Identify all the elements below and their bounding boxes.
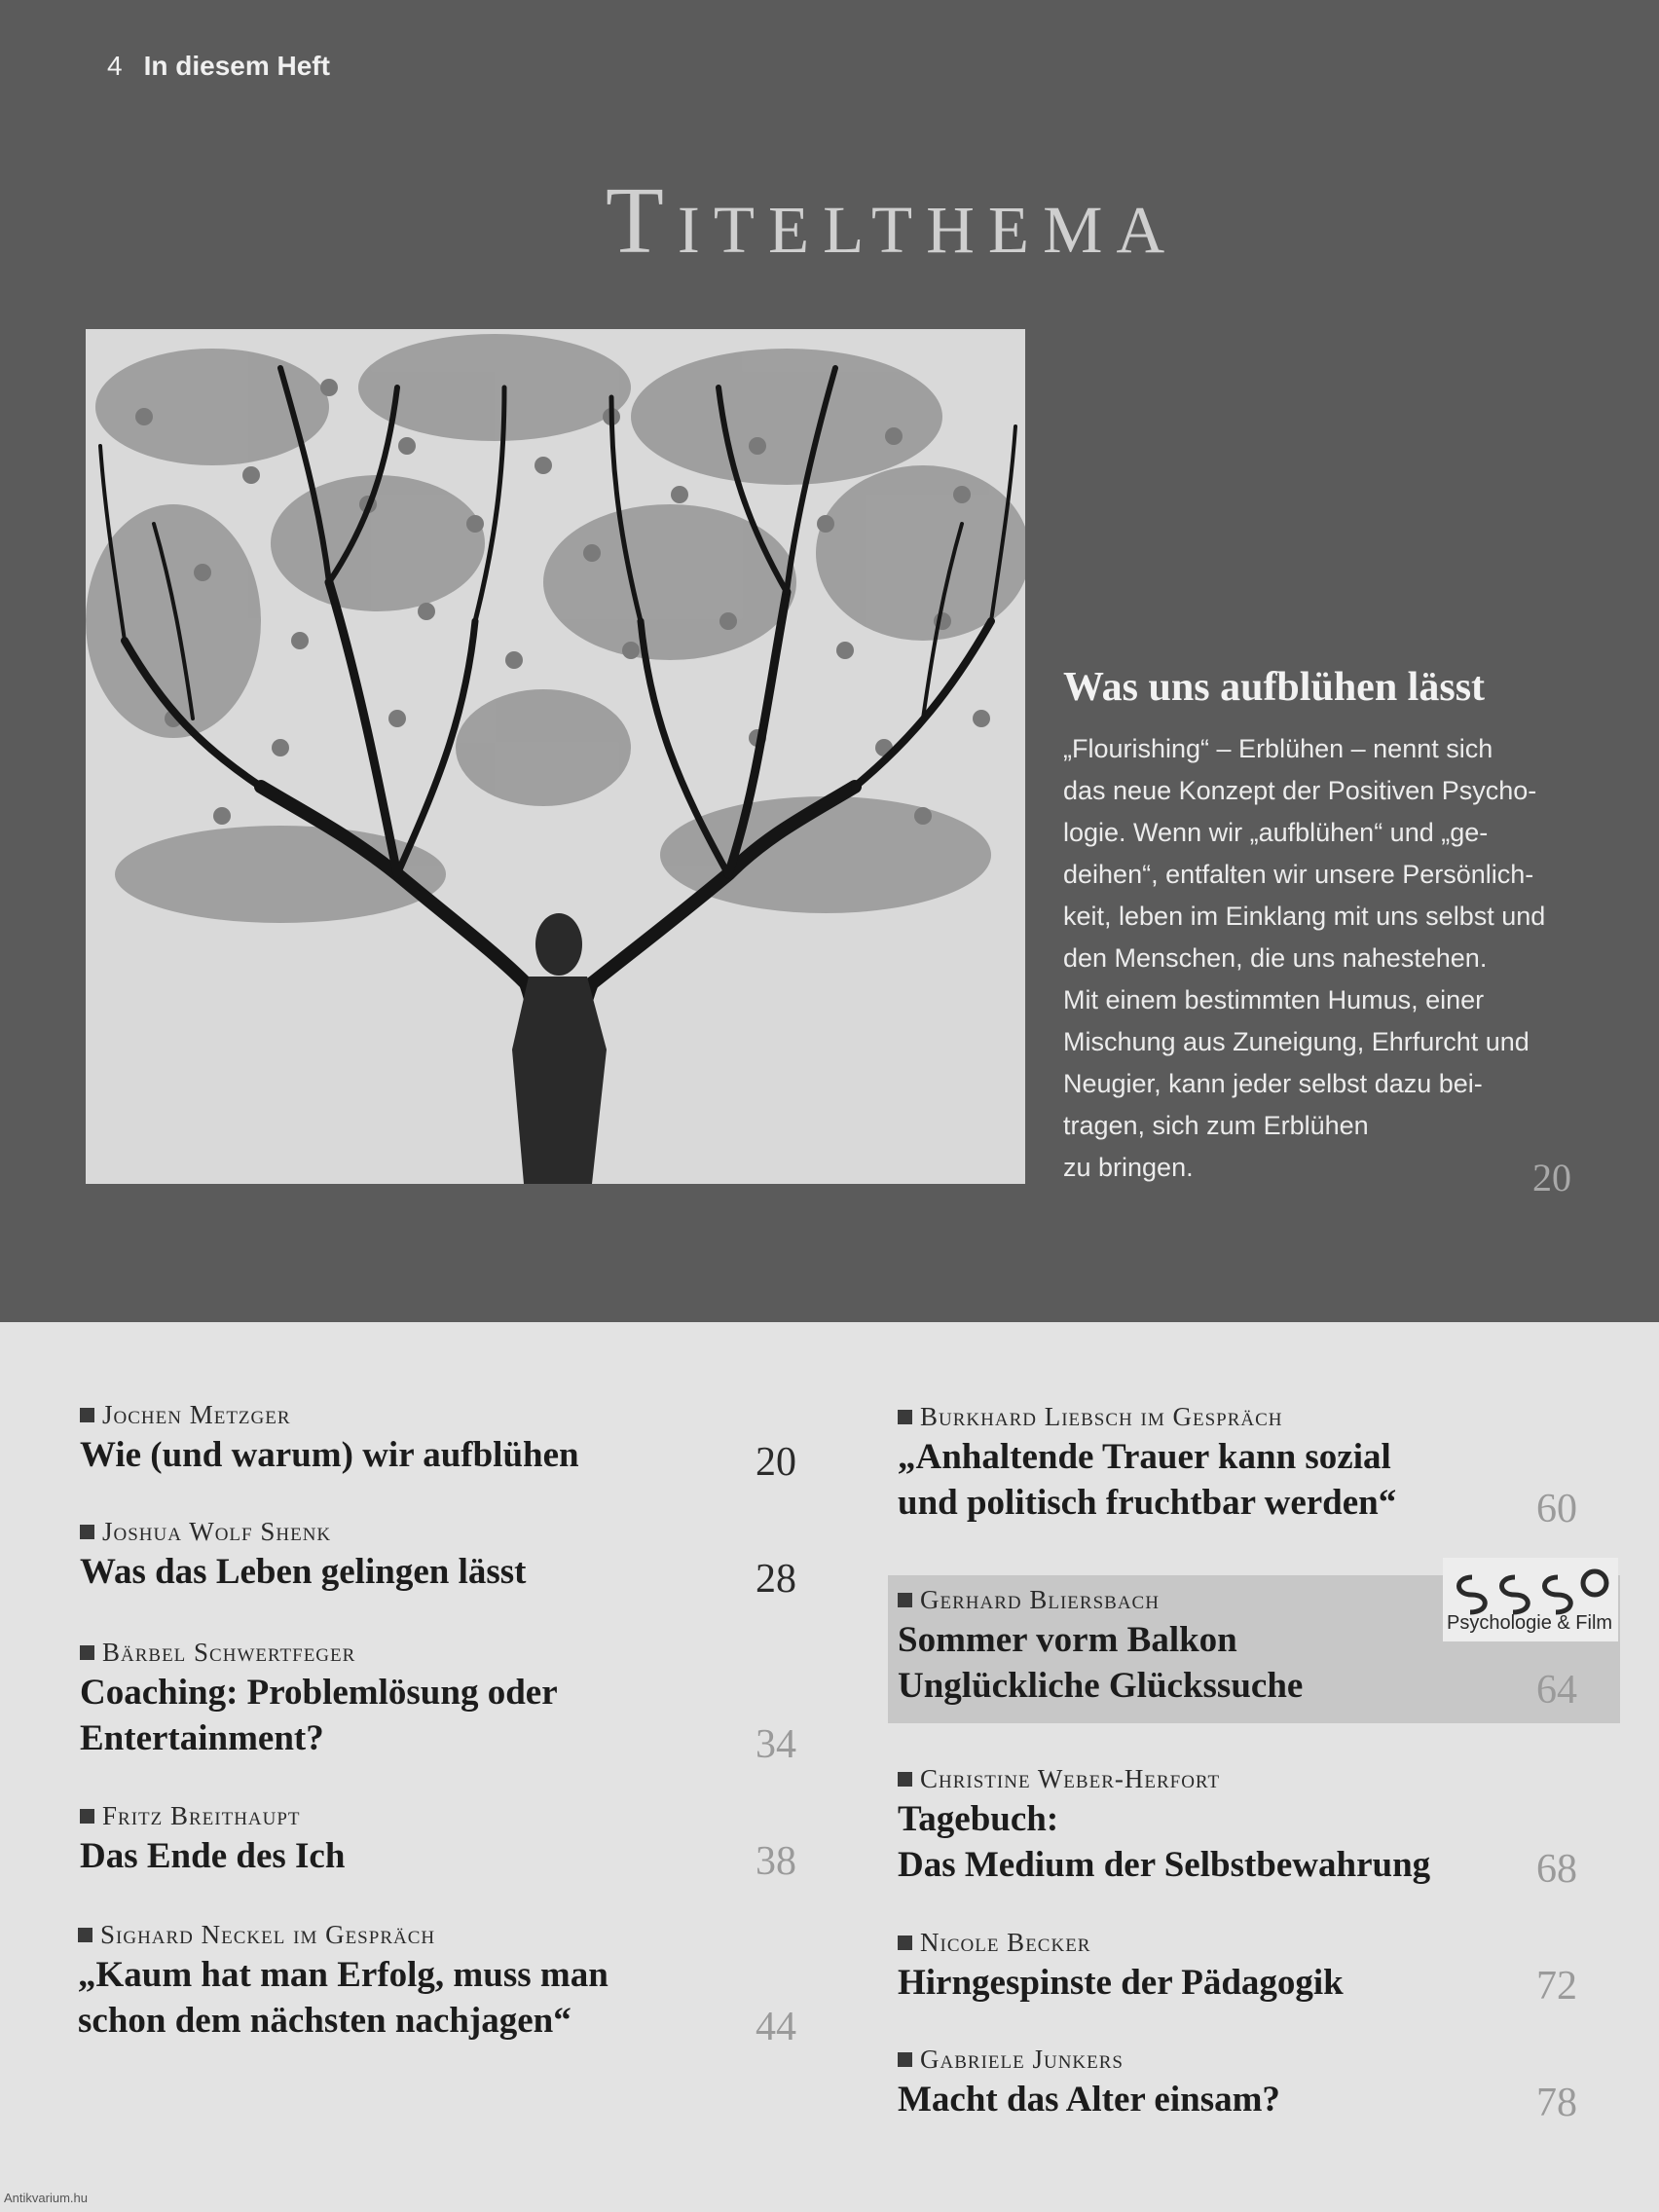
toc-entry[interactable]: [80, 1801, 761, 1879]
entry-author: Nicole Becker: [898, 1928, 1482, 1958]
toc-entry[interactable]: [898, 1585, 1482, 1709]
entry-page-number: 68: [1536, 1847, 1577, 1892]
entry-author: Gerhard Bliersbach: [898, 1585, 1482, 1615]
entry-title: Macht das Alter einsam?: [898, 2080, 1280, 2120]
toc-entry[interactable]: [78, 1920, 759, 2044]
bullet-square-icon: [78, 1928, 92, 1942]
page-number: 4: [107, 51, 123, 81]
toc-entry[interactable]: [898, 1928, 1482, 2006]
bullet-square-icon: [898, 1772, 912, 1787]
entry-title: Hirngespinste der Pädagogik: [898, 1963, 1344, 2003]
entry-page-number: 28: [756, 1557, 796, 1602]
entry-page-number: 38: [756, 1839, 796, 1884]
toc-entry[interactable]: [898, 1402, 1482, 1526]
entry-author: Joshua Wolf Shenk: [80, 1517, 761, 1547]
film-badge-label: Psychologie & Film: [1447, 1612, 1613, 1634]
tree-illustration: [86, 329, 1025, 1184]
entry-title: Tagebuch: Das Medium der Selbstbewahrung: [898, 1799, 1431, 1885]
entry-page-number: 64: [1536, 1668, 1577, 1713]
entry-author: Fritz Breithaupt: [80, 1801, 761, 1831]
toc-entry[interactable]: [80, 1400, 761, 1478]
entry-title: „Kaum hat man Erfolg, muss man schon dem nächsten nachjagen“: [78, 1955, 608, 2041]
bullet-square-icon: [80, 1809, 94, 1824]
toc-entry[interactable]: [898, 1764, 1521, 1888]
entry-author: Sighard Neckel im Gespräch: [78, 1920, 759, 1950]
entry-author: Jochen Metzger: [80, 1400, 761, 1430]
feature-page-number: 20: [1532, 1156, 1571, 1199]
entry-author: Gabriele Junkers: [898, 2045, 1482, 2075]
bullet-square-icon: [898, 1936, 912, 1950]
bullet-square-icon: [80, 1645, 94, 1660]
toc-entry[interactable]: [80, 1638, 761, 1761]
titelthema-heading: Titelthema: [606, 168, 1179, 274]
bullet-square-icon: [80, 1408, 94, 1422]
bullet-square-icon: [898, 1593, 912, 1607]
toc-entry[interactable]: [898, 2045, 1482, 2122]
feature-description: „Flourishing“ – Erblühen – nennt sich das neue Konzept der Positiven Psycho- logie. Wenn wir „aufblühen“ und „ge- deihen“, entfalten wir unsere Persönlich- keit, leben im Einklang mit uns selbst und den Menschen, die uns nahestehen. Mit einem bestimmten Humus, einer Mischung aus Zuneigung, Ehrfurcht und Neugier, kann jeder selbst dazu bei- tragen, sich zum Erblühen zu bringen.: [1063, 734, 1546, 1182]
bullet-square-icon: [80, 1525, 94, 1539]
entry-page-number: 20: [756, 1440, 796, 1485]
entry-title: Was das Leben gelingen lässt: [80, 1552, 527, 1592]
entry-page-number: 34: [756, 1722, 796, 1767]
entry-author: Christine Weber-Herfort: [898, 1764, 1521, 1794]
entry-title: „Anhaltende Trauer kann sozial und politisch fruchtbar werden“: [898, 1437, 1397, 1523]
feature-title: Was uns aufblühen lässt: [1063, 665, 1486, 710]
entry-author: Burkhard Liebsch im Gespräch: [898, 1402, 1482, 1432]
entry-title: Coaching: Problemlösung oder Entertainment?: [80, 1673, 558, 1758]
entry-title: Sommer vorm Balkon Unglückliche Glückssuche: [898, 1620, 1304, 1706]
entry-page-number: 60: [1536, 1487, 1577, 1531]
entry-page-number: 72: [1536, 1964, 1577, 2009]
entry-author: Bärbel Schwertfeger: [80, 1638, 761, 1668]
entry-title: Das Ende des Ich: [80, 1836, 346, 1876]
bullet-square-icon: [898, 2052, 912, 2067]
page-header: [107, 51, 330, 82]
entry-page-number: 78: [1536, 2081, 1577, 2125]
bullet-square-icon: [898, 1410, 912, 1424]
entry-page-number: 44: [756, 2005, 796, 2049]
entry-title: Wie (und warum) wir aufblühen: [80, 1435, 579, 1475]
watermark: Antikvarium.hu: [4, 2191, 88, 2205]
toc-entry[interactable]: [80, 1517, 761, 1595]
section-title: In diesem Heft: [143, 51, 330, 81]
